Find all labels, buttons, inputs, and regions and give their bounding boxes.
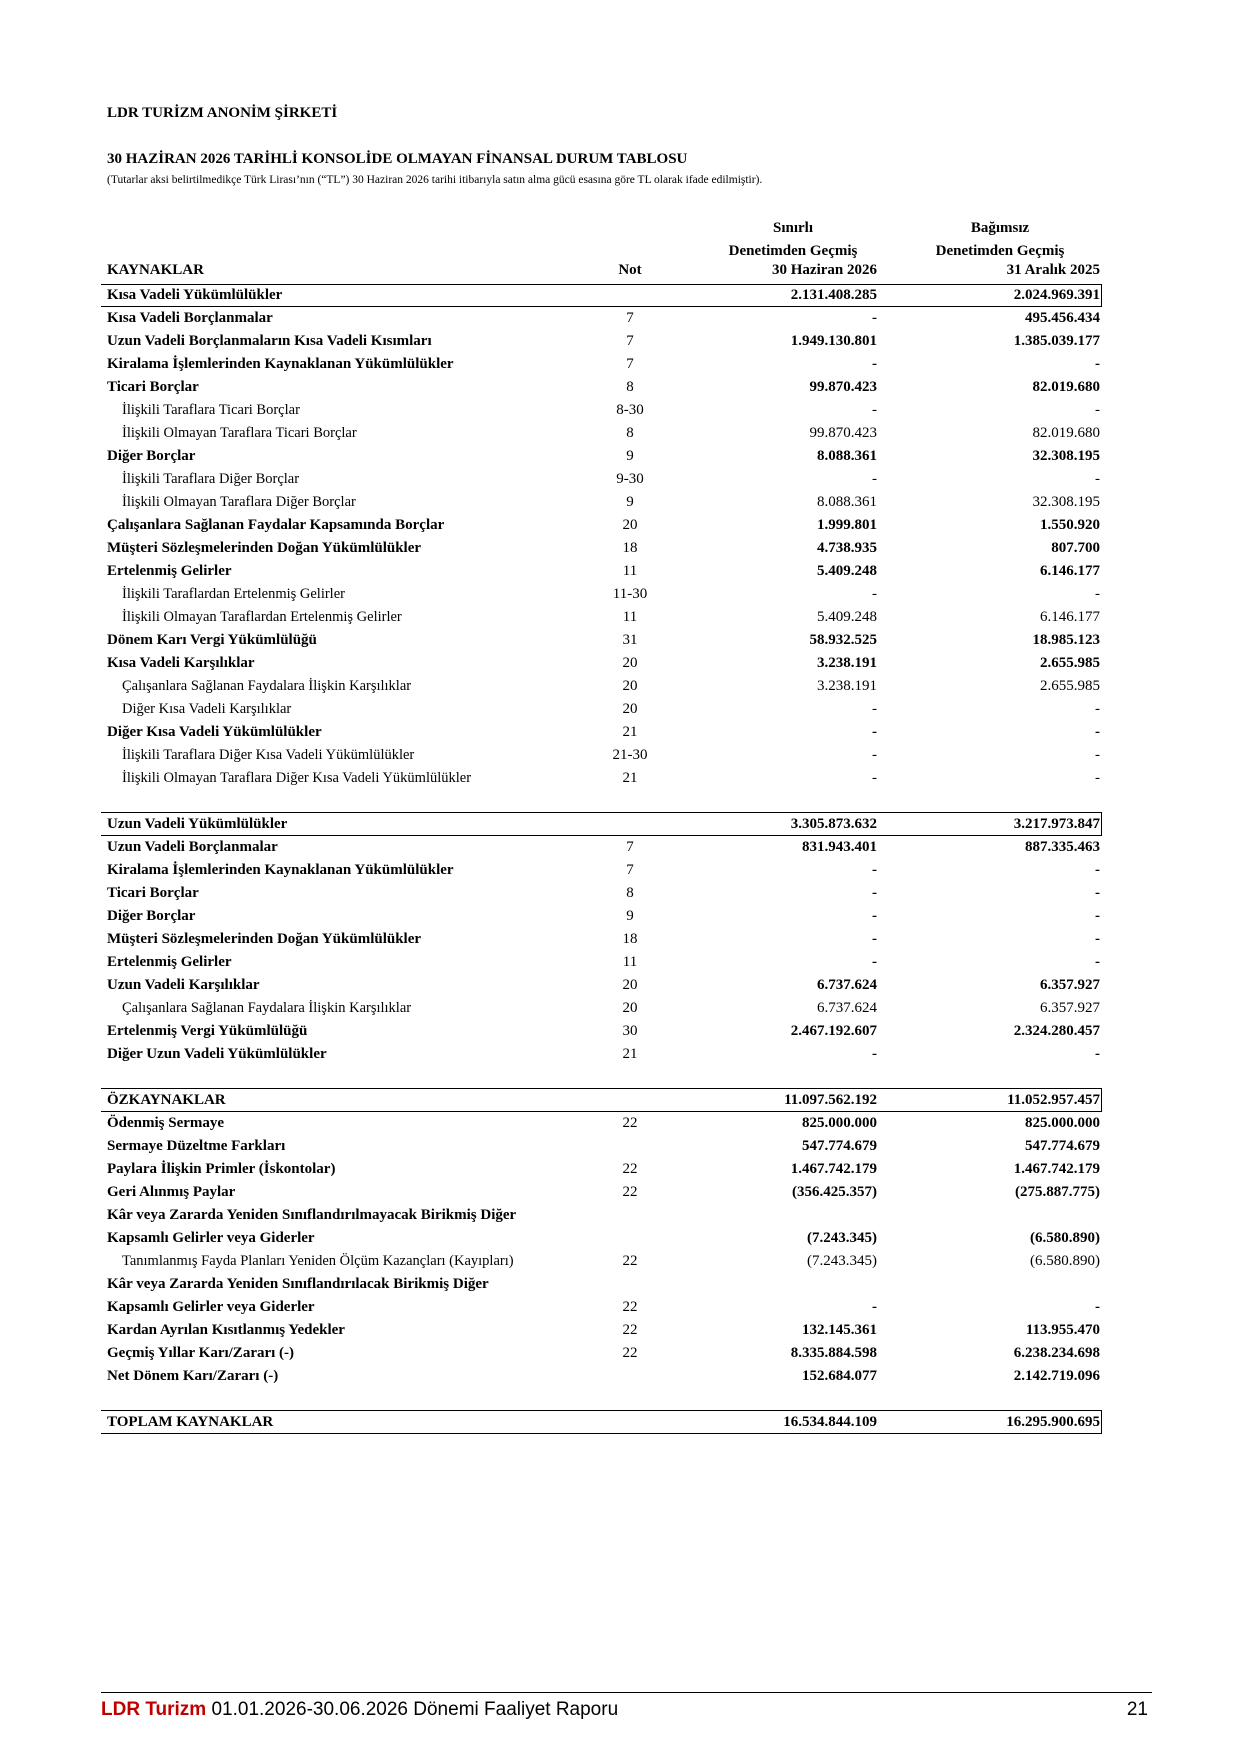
column-header-current-line1: Sınırlı xyxy=(772,220,813,236)
spacer-row xyxy=(0,1066,1241,1089)
row-label: Ticari Borçlar xyxy=(107,885,199,901)
row-label: Uzun Vadeli Borçlanmalar xyxy=(107,839,278,855)
row-value-prior: - xyxy=(1095,862,1100,878)
row-note: 20 xyxy=(622,678,638,694)
table-row xyxy=(0,974,1241,997)
row-value-prior: 547.774.679 xyxy=(1025,1138,1100,1154)
row-value-current: - xyxy=(872,586,877,602)
row-label: Kısa Vadeli Yükümlülükler xyxy=(107,287,283,303)
row-value-current: - xyxy=(872,471,877,487)
row-value-prior: 3.217.973.847 xyxy=(1013,816,1100,832)
row-value-prior: - xyxy=(1095,770,1100,786)
row-note: 7 xyxy=(626,333,634,349)
row-note: 22 xyxy=(622,1253,638,1269)
row-value-prior: - xyxy=(1095,356,1100,372)
row-value-prior: 6.357.927 xyxy=(1040,977,1100,993)
table-row xyxy=(0,422,1241,445)
row-value-current: (7.243.345) xyxy=(807,1253,877,1269)
footer-text xyxy=(101,1699,618,1721)
row-note: 8 xyxy=(626,885,634,901)
row-label: ÖZKAYNAKLAR xyxy=(107,1092,226,1108)
table-row xyxy=(0,514,1241,537)
row-value-current: - xyxy=(872,701,877,717)
row-value-prior: - xyxy=(1095,1299,1100,1315)
table-row xyxy=(0,882,1241,905)
row-rule xyxy=(101,1088,1102,1089)
row-label: Müşteri Sözleşmelerinden Doğan Yükümlülükler xyxy=(107,540,422,556)
table-row xyxy=(0,560,1241,583)
row-note: 22 xyxy=(622,1161,638,1177)
table-row xyxy=(0,1112,1241,1135)
table-row xyxy=(0,1319,1241,1342)
row-label: Tanımlanmış Fayda Planları Yeniden Ölçüm Kazançları (Kayıpları) xyxy=(122,1253,514,1269)
row-value-prior: (6.580.890) xyxy=(1030,1230,1100,1246)
row-value-prior: 2.655.985 xyxy=(1040,655,1100,671)
table-row xyxy=(0,905,1241,928)
row-label: Paylara İlişkin Primler (İskontolar) xyxy=(107,1161,336,1177)
row-label: İlişkili Olmayan Taraflara Diğer Borçlar xyxy=(122,494,356,510)
row-value-prior: 1.385.039.177 xyxy=(1013,333,1100,349)
row-value-prior: - xyxy=(1095,701,1100,717)
row-label: Kısa Vadeli Karşılıklar xyxy=(107,655,255,671)
table-row xyxy=(0,698,1241,721)
row-label: Dönem Karı Vergi Yükümlülüğü xyxy=(107,632,317,648)
row-note: 21 xyxy=(622,770,638,786)
row-label: Diğer Kısa Vadeli Karşılıklar xyxy=(122,701,292,717)
row-note: 22 xyxy=(622,1184,638,1200)
row-label: Kiralama İşlemlerinden Kaynaklanan Yükümlülükler xyxy=(107,356,454,372)
row-value-prior: 495.456.434 xyxy=(1025,310,1100,326)
column-header-prior-line1: Bağımsız xyxy=(970,220,1030,236)
row-value-current: 132.145.361 xyxy=(802,1322,877,1338)
row-value-prior: 807.700 xyxy=(1051,540,1100,556)
row-label: İlişkili Olmayan Taraflardan Ertelenmiş Gelirler xyxy=(122,609,402,625)
table-row xyxy=(0,997,1241,1020)
row-rule xyxy=(101,812,1102,813)
row-value-prior: - xyxy=(1095,885,1100,901)
table-row xyxy=(0,445,1241,468)
row-label: Uzun Vadeli Borçlanmaların Kısa Vadeli Kısımları xyxy=(107,333,432,349)
row-note: 8 xyxy=(626,425,634,441)
row-label: Diğer Borçlar xyxy=(107,908,196,924)
row-note: 30 xyxy=(622,1023,638,1039)
row-note: 31 xyxy=(622,632,638,648)
row-value-current: 2.131.408.285 xyxy=(790,287,877,303)
row-value-prior: 113.955.470 xyxy=(1025,1322,1100,1338)
row-value-current: 152.684.077 xyxy=(802,1368,877,1384)
footer-brand: LDR Turizm xyxy=(101,1699,207,1720)
row-label: Kâr veya Zararda Yeniden Sınıflandırılacak Birikmiş Diğer xyxy=(107,1276,489,1292)
column-header-current-date: 30 Haziran 2026 xyxy=(772,262,877,278)
row-note: 7 xyxy=(626,839,634,855)
row-value-current: 5.409.248 xyxy=(817,609,877,625)
row-value-prior: - xyxy=(1095,724,1100,740)
row-note: 21 xyxy=(622,1046,638,1062)
row-value-prior: (6.580.890) xyxy=(1030,1253,1100,1269)
table-row xyxy=(0,836,1241,859)
table-row xyxy=(0,1411,1241,1434)
row-value-current: 11.097.562.192 xyxy=(784,1092,877,1108)
row-label: İlişkili Taraflara Ticari Borçlar xyxy=(122,402,300,418)
row-edge xyxy=(1101,1089,1102,1112)
row-value-current: 2.467.192.607 xyxy=(790,1023,877,1039)
row-note: 18 xyxy=(622,540,638,556)
row-note: 8 xyxy=(626,379,634,395)
table-row xyxy=(0,1342,1241,1365)
table-row xyxy=(0,583,1241,606)
table-row xyxy=(0,928,1241,951)
table-row xyxy=(0,376,1241,399)
row-label: Geçmiş Yıllar Karı/Zararı (-) xyxy=(107,1345,295,1361)
row-note: 9 xyxy=(626,448,634,464)
row-value-prior: 6.146.177 xyxy=(1040,609,1100,625)
row-value-prior: - xyxy=(1095,931,1100,947)
row-note: 7 xyxy=(626,862,634,878)
spacer-row xyxy=(0,1388,1241,1411)
table-row xyxy=(0,652,1241,675)
row-value-prior: - xyxy=(1095,954,1100,970)
table-row xyxy=(0,307,1241,330)
table-row xyxy=(0,1296,1241,1319)
row-value-current: 547.774.679 xyxy=(802,1138,877,1154)
row-note: 11-30 xyxy=(612,586,648,602)
table-row xyxy=(0,951,1241,974)
table-row xyxy=(0,859,1241,882)
column-header-label: KAYNAKLAR xyxy=(107,262,204,278)
row-rule xyxy=(101,1433,1102,1434)
column-header-prior-date: 31 Aralık 2025 xyxy=(1006,262,1100,278)
row-note: 20 xyxy=(622,977,638,993)
row-value-prior: 11.052.957.457 xyxy=(1007,1092,1100,1108)
column-header-prior xyxy=(900,217,1100,263)
row-value-prior: 825.000.000 xyxy=(1025,1115,1100,1131)
row-label: İlişkili Olmayan Taraflara Diğer Kısa Vadeli Yükümlülükler xyxy=(122,770,472,786)
row-value-prior: - xyxy=(1095,747,1100,763)
table-row xyxy=(0,675,1241,698)
row-label: İlişkili Taraflara Diğer Kısa Vadeli Yükümlülükler xyxy=(122,747,415,763)
table-row xyxy=(0,629,1241,652)
row-value-current: 4.738.935 xyxy=(817,540,877,556)
row-value-prior: (275.887.775) xyxy=(1015,1184,1100,1200)
row-note: 9 xyxy=(626,494,634,510)
row-label: Müşteri Sözleşmelerinden Doğan Yükümlülükler xyxy=(107,931,422,947)
table-row xyxy=(0,1043,1241,1066)
row-label: Çalışanlara Sağlanan Faydalara İlişkin Karşılıklar xyxy=(122,1000,412,1016)
row-value-prior: 2.324.280.457 xyxy=(1013,1023,1100,1039)
table-row xyxy=(0,1089,1241,1112)
row-value-prior: 32.308.195 xyxy=(1032,448,1100,464)
row-value-prior: 6.357.927 xyxy=(1040,1000,1100,1016)
table-row xyxy=(0,537,1241,560)
table-row xyxy=(0,813,1241,836)
table-row xyxy=(0,1020,1241,1043)
row-value-current: 16.534.844.109 xyxy=(783,1414,877,1430)
row-label: Çalışanlara Sağlanan Faydalara İlişkin Karşılıklar xyxy=(122,678,412,694)
row-value-current: 8.088.361 xyxy=(817,448,877,464)
row-value-prior: 1.550.920 xyxy=(1040,517,1100,533)
row-note: 7 xyxy=(626,310,634,326)
table-row xyxy=(0,1158,1241,1181)
table-row xyxy=(0,1181,1241,1204)
table-row xyxy=(0,721,1241,744)
row-label: Ertelenmiş Gelirler xyxy=(107,563,232,579)
row-value-current: - xyxy=(872,402,877,418)
row-value-prior: 16.295.900.695 xyxy=(1006,1414,1100,1430)
row-label: Kısa Vadeli Borçlanmalar xyxy=(107,310,273,326)
table-row xyxy=(0,744,1241,767)
row-label: Sermaye Düzeltme Farkları xyxy=(107,1138,286,1154)
row-note: 8-30 xyxy=(616,402,644,418)
row-edge xyxy=(1101,1411,1102,1434)
row-label: Uzun Vadeli Yükümlülükler xyxy=(107,816,288,832)
row-note: 11 xyxy=(622,609,638,625)
row-label: Diğer Uzun Vadeli Yükümlülükler xyxy=(107,1046,327,1062)
row-note: 11 xyxy=(622,563,638,579)
row-label: Kiralama İşlemlerinden Kaynaklanan Yükümlülükler xyxy=(107,862,454,878)
statement-subtitle: (Tutarlar aksi belirtilmedikçe Türk Lirası’nın (“TL”) 30 Haziran 2026 tarihi itibarıyla satın alma gücü esasına göre TL olarak ifade edilmiştir). xyxy=(107,174,763,186)
row-value-current: - xyxy=(872,954,877,970)
table-row xyxy=(0,399,1241,422)
row-note: 21 xyxy=(622,724,638,740)
row-note: 9 xyxy=(626,908,634,924)
spacer-row xyxy=(0,790,1241,813)
row-value-current: 99.870.423 xyxy=(809,425,877,441)
row-value-prior: - xyxy=(1095,586,1100,602)
row-value-prior: 2.024.969.391 xyxy=(1013,287,1100,303)
table-row xyxy=(0,353,1241,376)
table-row xyxy=(0,491,1241,514)
row-value-current: - xyxy=(872,770,877,786)
row-note: 22 xyxy=(622,1322,638,1338)
table-row xyxy=(0,468,1241,491)
table-row xyxy=(0,1365,1241,1388)
row-value-prior: 6.238.234.698 xyxy=(1013,1345,1100,1361)
row-value-current: - xyxy=(872,908,877,924)
row-label: Net Dönem Karı/Zararı (-) xyxy=(107,1368,279,1384)
column-header-current-line2: Denetimden Geçmiş xyxy=(728,243,858,259)
table-row xyxy=(0,767,1241,790)
row-label: Çalışanlara Sağlanan Faydalar Kapsamında Borçlar xyxy=(107,517,445,533)
footer-rule xyxy=(101,1692,1152,1693)
row-value-prior: 18.985.123 xyxy=(1032,632,1100,648)
row-note: 11 xyxy=(622,954,638,970)
page-number: 21 xyxy=(1126,1699,1148,1720)
row-value-prior: 887.335.463 xyxy=(1025,839,1100,855)
table-row xyxy=(0,330,1241,353)
column-header-prior-line2: Denetimden Geçmiş xyxy=(935,243,1065,259)
row-value-prior: 82.019.680 xyxy=(1032,379,1100,395)
row-label: İlişkili Taraflara Diğer Borçlar xyxy=(122,471,300,487)
row-label: Ertelenmiş Vergi Yükümlülüğü xyxy=(107,1023,308,1039)
row-value-current: (356.425.357) xyxy=(792,1184,877,1200)
row-value-current: 1.949.130.801 xyxy=(790,333,877,349)
row-value-current: - xyxy=(872,356,877,372)
row-value-current: - xyxy=(872,310,877,326)
row-value-prior: 82.019.680 xyxy=(1032,425,1100,441)
row-value-prior: 32.308.195 xyxy=(1032,494,1100,510)
footer-period: 01.01.2026-30.06.2026 Dönemi Faaliyet Raporu xyxy=(206,1699,619,1720)
table-row xyxy=(0,1204,1241,1227)
row-value-prior: 2.142.719.096 xyxy=(1013,1368,1100,1384)
row-note: 20 xyxy=(622,701,638,717)
row-value-current: - xyxy=(872,747,877,763)
row-value-current: 8.088.361 xyxy=(817,494,877,510)
row-label: Uzun Vadeli Karşılıklar xyxy=(107,977,260,993)
row-value-prior: - xyxy=(1095,402,1100,418)
row-value-prior: 1.467.742.179 xyxy=(1013,1161,1100,1177)
column-header-not: Not xyxy=(618,262,642,278)
column-header-current xyxy=(683,217,903,263)
row-value-current: 1.999.801 xyxy=(817,517,877,533)
row-label: Kapsamlı Gelirler veya Giderler xyxy=(107,1230,315,1246)
row-value-prior: - xyxy=(1095,471,1100,487)
row-value-prior: - xyxy=(1095,908,1100,924)
statement-table xyxy=(0,284,1241,1434)
row-value-current: - xyxy=(872,885,877,901)
row-label: Ödenmiş Sermaye xyxy=(107,1115,225,1131)
row-value-prior: 6.146.177 xyxy=(1040,563,1100,579)
row-edge xyxy=(1101,813,1102,836)
row-rule xyxy=(101,1410,1102,1411)
row-note: 9-30 xyxy=(616,471,644,487)
row-value-current: (7.243.345) xyxy=(807,1230,877,1246)
row-label: Geri Alınmış Paylar xyxy=(107,1184,236,1200)
row-value-current: - xyxy=(872,1046,877,1062)
row-label: TOPLAM KAYNAKLAR xyxy=(107,1414,274,1430)
row-value-current: 1.467.742.179 xyxy=(790,1161,877,1177)
company-name: LDR TURİZM ANONİM ŞİRKETİ xyxy=(107,105,338,121)
row-note: 7 xyxy=(626,356,634,372)
row-value-current: 8.335.884.598 xyxy=(790,1345,877,1361)
row-value-current: 3.305.873.632 xyxy=(790,816,877,832)
row-note: 18 xyxy=(622,931,638,947)
row-note: 21-30 xyxy=(612,747,648,763)
row-value-current: 6.737.624 xyxy=(817,977,877,993)
row-label: Diğer Borçlar xyxy=(107,448,196,464)
row-note: 22 xyxy=(622,1299,638,1315)
row-note: 22 xyxy=(622,1115,638,1131)
row-value-current: - xyxy=(872,931,877,947)
row-value-current: 6.737.624 xyxy=(817,1000,877,1016)
row-value-current: 3.238.191 xyxy=(817,655,877,671)
row-label: Diğer Kısa Vadeli Yükümlülükler xyxy=(107,724,322,740)
table-row xyxy=(0,606,1241,629)
row-label: Ertelenmiş Gelirler xyxy=(107,954,232,970)
table-row xyxy=(0,1250,1241,1273)
row-value-current: 99.870.423 xyxy=(809,379,877,395)
row-value-current: 58.932.525 xyxy=(809,632,877,648)
row-value-current: 5.409.248 xyxy=(817,563,877,579)
row-label: Kapsamlı Gelirler veya Giderler xyxy=(107,1299,315,1315)
row-value-current: - xyxy=(872,1299,877,1315)
row-note: 20 xyxy=(622,517,638,533)
row-label: Kardan Ayrılan Kısıtlanmış Yedekler xyxy=(107,1322,345,1338)
row-note: 20 xyxy=(622,1000,638,1016)
row-edge xyxy=(1101,284,1102,307)
row-label: Ticari Borçlar xyxy=(107,379,199,395)
table-row xyxy=(0,1135,1241,1158)
row-value-current: - xyxy=(872,862,877,878)
row-label: İlişkili Olmayan Taraflara Ticari Borçlar xyxy=(122,425,357,441)
row-label: Kâr veya Zararda Yeniden Sınıflandırılmayacak Birikmiş Diğer xyxy=(107,1207,517,1223)
row-note: 20 xyxy=(622,655,638,671)
table-row xyxy=(0,1273,1241,1296)
row-value-current: 3.238.191 xyxy=(817,678,877,694)
table-row xyxy=(0,284,1241,307)
row-value-prior: - xyxy=(1095,1046,1100,1062)
statement-title: 30 HAZİRAN 2026 TARİHLİ KONSOLİDE OLMAYAN FİNANSAL DURUM TABLOSU xyxy=(107,151,688,167)
row-value-current: 825.000.000 xyxy=(802,1115,877,1131)
row-note: 22 xyxy=(622,1345,638,1361)
row-label: İlişkili Taraflardan Ertelenmiş Gelirler xyxy=(122,586,345,602)
row-value-prior: 2.655.985 xyxy=(1040,678,1100,694)
table-row xyxy=(0,1227,1241,1250)
row-value-current: 831.943.401 xyxy=(802,839,877,855)
row-value-current: - xyxy=(872,724,877,740)
